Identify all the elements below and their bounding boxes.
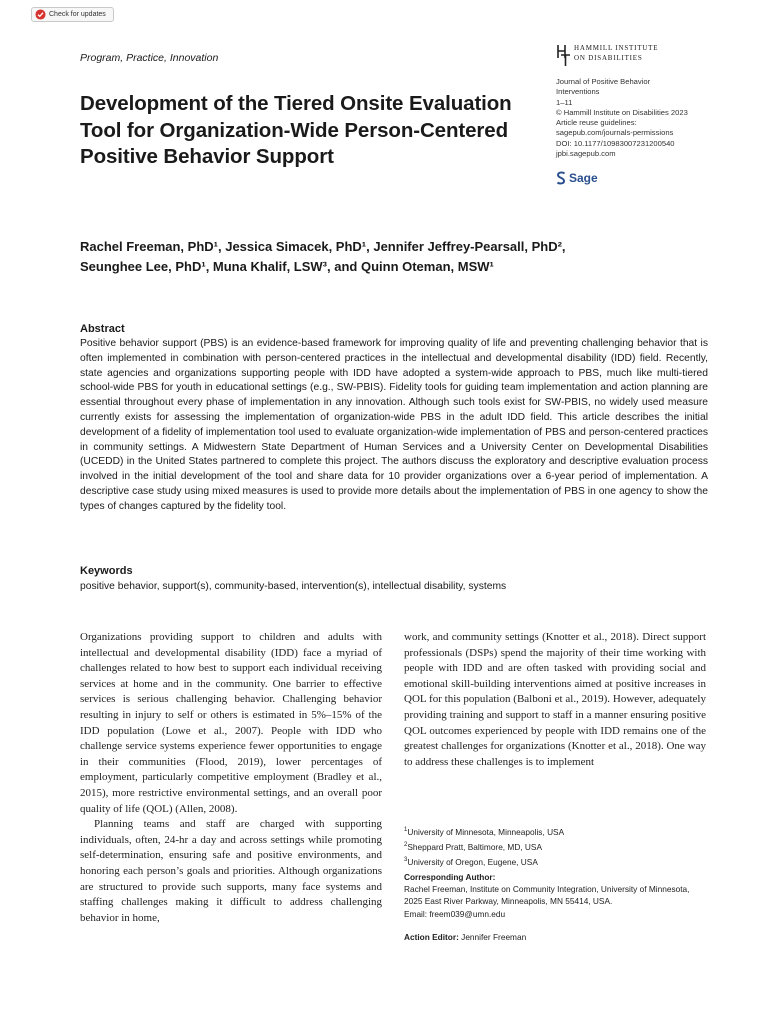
hammill-logo-icon <box>556 43 572 67</box>
author-list <box>80 237 700 276</box>
sage-logo <box>556 171 598 185</box>
corresponding-author <box>404 871 709 920</box>
authors-line-1: Rachel Freeman, PhD¹, Jessica Simacek, PhD¹, Jennifer Jeffrey-Pearsall, PhD², <box>80 239 566 254</box>
meta-link-permissions[interactable]: sagepub.com/journals-permissions <box>556 128 674 138</box>
section-label: Program, Practice, Innovation <box>80 52 219 64</box>
corresponding-email[interactable]: Email: freem039@umn.edu <box>404 908 506 919</box>
check-for-updates-badge[interactable] <box>31 7 114 22</box>
meta-line: Interventions <box>556 87 600 97</box>
body-column-right <box>404 630 706 770</box>
affiliations <box>404 824 709 868</box>
corresponding-address: Rachel Freeman, Institute on Community Integration, University of Minnesota, 2025 East River Parkway, Minneapolis, MN 55414, USA. <box>404 884 690 907</box>
check-updates-label: Check for updates <box>49 11 106 18</box>
authors-line-2: Seunghee Lee, PhD¹, Muna Khalif, LSW³, and Quinn Oteman, MSW¹ <box>80 258 494 274</box>
keywords-heading: Keywords <box>80 565 133 577</box>
logo-line-2: ON DISABILITIES <box>574 54 643 62</box>
journal-meta <box>556 77 726 159</box>
sage-label: Sage <box>569 171 598 185</box>
affiliation-item: $^1$University of Minnesota, Minneapolis, USA <box>404 826 565 837</box>
meta-line: Journal of Positive Behavior <box>556 77 651 86</box>
meta-line: © Hammill Institute on Disabilities 2023 <box>556 107 688 117</box>
corresponding-label: Corresponding Author: <box>404 872 496 882</box>
affiliation-item: $^3$University of Oregon, Eugene, USA <box>404 856 538 867</box>
publisher-logo <box>556 43 658 67</box>
abstract-heading: Abstract <box>80 323 125 335</box>
check-updates-icon <box>35 9 46 20</box>
sage-icon <box>556 171 566 185</box>
action-editor-label: Action Editor: <box>404 932 459 942</box>
body-paragraph: work, and community settings (Knotter et al., 2018). Direct support professionals (DSPs) spend the majority of their time working with people with IDD and are often tasked with providing social and emotional skill-building interventions aimed at positive increases in QOL for this population (Balboni et al., 2019). However, adequately providing training and support to staff in a manner ensuring positive QOL outcomes experienced by people with IDD remains one of the greatest challenges for organizations (Knotter et al., 2018). One way to address these challenges is to implement <box>404 631 706 768</box>
meta-doi[interactable]: DOI: 10.1177/10983007231200540 <box>556 138 675 148</box>
logo-line-1: HAMMILL INSTITUTE <box>574 44 659 52</box>
body-paragraph: Planning teams and staff are charged with supporting individuals, often, 24-hr a day and across settings while promoting self-determination, ensuring safe and positive environments, and honoring each person’s goals and priorities. Although organizations are structured to provide such supports, many face systems and staffing challenges making it difficult to address challenging behavior in home, <box>80 818 382 924</box>
article-title: Development of the Tiered Onsite Evaluation Tool for Organization-Wide Person-Centered Positive Behavior Support <box>80 92 512 168</box>
abstract-body: Positive behavior support (PBS) is an evidence-based framework for improving quality of life and preventing challenging behavior that is often implemented in combination with person-centered practices in the intellectual and developmental disability (IDD) field. Recently, state agencies and organizations supporting people with IDD have adopted a system-wide approach to PBS, much like multi-tiered school-wide PBS for youth in educational settings (e.g., SW-PBIS). Fidelity tools for guiding team implementation and action planning are essential throughout every phase of implementation in any innovation. Although such tools exist for SW-PBIS, no widely used measure currently exists for assessing the implementation of organization-wide PBS in the adult IDD field. This article describes the initial development of a fidelity of implementation tool used to evaluate organization-wide implementation of PBS and person-centered practices in community settings. A Midwestern State Department of Human Services and a University Center on Developmental Disabilities (UCEDD) in the United States partnered to complete this project. The authors discuss the exploratory and descriptive evaluation process involved in the initial development of the tool and share data for 10 provider organizations over a 6-year period of implementation. A descriptive case study using mixed measures is used to provide more details about the implementation of PBS in one agency to show the types of changes captured by the fidelity tool. <box>80 338 708 512</box>
keywords-list: positive behavior, support(s), community-based, intervention(s), intellectual disability, systems <box>80 581 507 592</box>
body-paragraph: Organizations providing support to children and adults with intellectual and developmental disability (IDD) face a myriad of challenges related to how best to support each individual receiving services at home and in the community. One barrier to effective services is serious challenging behavior. Challenging behavior resulting in injury to self or others is estimated in 5%–15% of the IDD population (Lowe et al., 2007). People with IDD who challenge service systems experience fewer opportunities to engage in their communities (Flood, 2019), lower percentages of employment, particularly competitive employment (Bradley et al., 2015), more restrictive environmental settings, and an overall poor quality of life (QOL) (Allen, 2008). <box>80 631 382 815</box>
action-editor <box>404 932 526 942</box>
meta-line: 1–11 <box>556 97 573 107</box>
body-column-left <box>80 630 382 926</box>
affiliation-item: $^2$Sheppard Pratt, Baltimore, MD, USA <box>404 841 542 852</box>
action-editor-name: Jennifer Freeman <box>461 932 527 942</box>
meta-link-journal[interactable]: jpbi.sagepub.com <box>556 149 616 159</box>
meta-line: Article reuse guidelines: <box>556 118 637 128</box>
